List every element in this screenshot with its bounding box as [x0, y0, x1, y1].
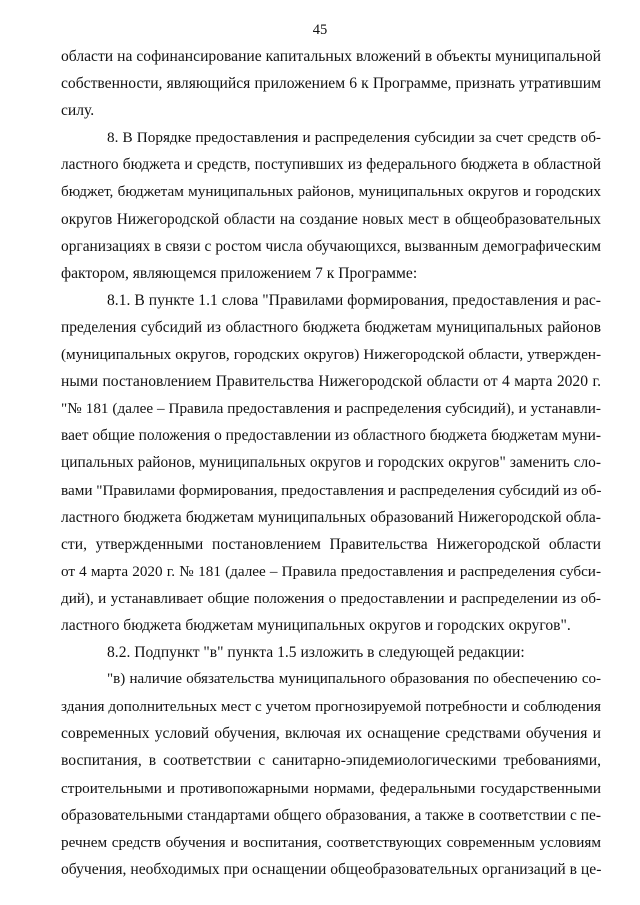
text-line: ципальных районов, муниципальных округов и городских округов" заменить сло- [61, 454, 601, 472]
text-line: фактором, являющемся приложением 7 к Программе: [61, 264, 418, 282]
text-line: области на софинансирование капитальных вложений в объекты муниципальной [61, 48, 601, 65]
text-line: "в) наличие обязательства муниципального образования по обеспечению со- [107, 671, 601, 688]
text-line: бюджет, бюджетам муниципальных районов, муниципальных округов и городских [61, 183, 601, 201]
text-line: ластного бюджета бюджетам муниципальных образований Нижегородской обла- [61, 508, 601, 526]
text-line: силу. [61, 102, 95, 120]
text-line: дий), и устанавливает общие положения о предоставлении и распределении из об- [61, 589, 601, 607]
text-line: образовательными стандартами общего образования, а также в соответствии с пе- [61, 806, 601, 824]
text-line: округов Нижегородской области на создание новых мест в общеобразовательных [61, 210, 601, 228]
text-line: организациях в связи с ростом числа обучающихся, вызванным демографическим [61, 237, 601, 255]
text-line: здания дополнительных мест с учетом прогнозируемой потребности и соблюдения [61, 698, 601, 716]
page-number: 45 [312, 22, 328, 38]
text-line: 8. В Порядке предоставления и распределения субсидии за счет средств об- [107, 129, 601, 147]
text-line: "№ 181 (далее – Правила предоставления и распределения субсидий), и устанавли- [61, 400, 601, 418]
text-line: сти, утвержденными постановлением Правительства Нижегородской области [61, 535, 601, 553]
document-body [61, 43, 601, 883]
text-line: вами "Правилами формирования, предоставления и распределения субсидий из об- [61, 481, 602, 499]
text-line: от 4 марта 2020 г. № 181 (далее – Правила предоставления и распределения субси- [61, 562, 601, 580]
text-line: (муниципальных округов, городских округов) Нижегородской области, утвержден- [61, 346, 601, 364]
text-line: собственности, являющийся приложением 6 к Программе, признать утратившим [61, 75, 601, 93]
text-line: ными постановлением Правительства Нижегородской области от 4 марта 2020 г. [61, 373, 601, 391]
text-line: ластного бюджета бюджетам муниципальных округов и городских округов". [61, 616, 571, 634]
text-line: речнем средств обучения и воспитания, соответствующих современным условиям [61, 833, 601, 851]
text-line: строительными и противопожарными нормами, федеральными государственными [61, 779, 601, 797]
text-line: ластного бюджета и средств, поступивших из федерального бюджета в областной [61, 156, 601, 174]
text-line: воспитания, в соответствии с санитарно-эпидемиологическими требованиями, [61, 752, 601, 770]
text-line: пределения субсидий из областного бюджета бюджетам муниципальных районов [61, 318, 601, 336]
text-line: современных условий обучения, включая их оснащение средствами обучения и [61, 725, 601, 743]
text-line: 8.2. Подпункт "в" пункта 1.5 изложить в следующей редакции: [107, 644, 525, 662]
text-line: обучения, необходимых при оснащении общеобразовательных организаций в це- [61, 860, 602, 878]
text-line: 8.1. В пункте 1.1 слова "Правилами формирования, предоставления и рас- [107, 291, 601, 309]
text-line: вает общие положения о предоставлении из областного бюджета бюджетам муни- [61, 427, 601, 445]
